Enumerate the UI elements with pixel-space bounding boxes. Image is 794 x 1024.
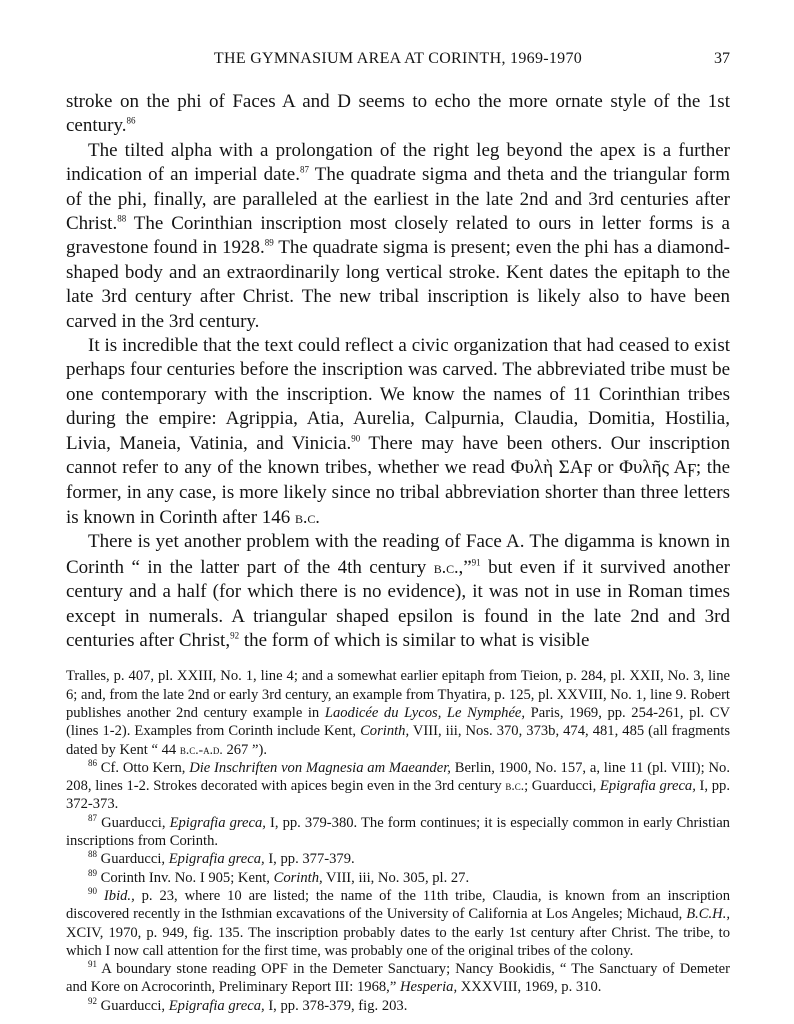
footnote-92: $^{92}$ Guarducci, Epigrafia greca, I, pp. 378-379, fig. 203. (88, 995, 408, 1014)
body-text (66, 90, 730, 653)
footnote-ref-88: 88 (117, 213, 127, 224)
footnote-86: $^{86}$ Cf. Otto Kern, Die Inschriften von Magnesia am Maeander, Berlin, 1900, No. 157, a, line 11 (pl. VIII); No. 208, lines 1-2. Strokes decorated with apices begin even in the 3rd century b.c.; Guarducci, Epigrafia greca, I, pp. 372-373. (66, 757, 730, 813)
page-number: 37 (714, 50, 730, 67)
footnote-ref-89: 89 (264, 238, 274, 249)
paragraph-1: stroke on the phi of Faces A and D seems to echo the more ornate style of the 1st century.$^{86}$ (66, 91, 730, 137)
running-title: THE GYMNASIUM AREA AT CORINTH, 1969-1970 (213, 50, 583, 67)
running-header (66, 50, 730, 76)
footnote-90: $^{90}$ Ibid., p. 23, where 10 are listed; the name of the 11th tribe, Claudia, is known from an inscription discovered recently in the Isthmian excavations of the University of California at Los Angeles; Michaud, B.C.H., XCIV, 1970, p. 949, fig. 135. The inscription probably dates to the early 1st century after Christ. The tribe, to which I now call attention for the first time, was probably one of the original tribes of the colony. (66, 886, 730, 959)
footnotes (66, 667, 730, 1015)
footnote-ref-90: 90 (351, 433, 361, 444)
footnote-ref-91: 91 (471, 557, 481, 568)
footnote-ref-86: 86 (126, 116, 136, 127)
paragraph-3: It is incredible that the text could reflect a civic organization that had ceased to exist perhaps four centuries before the inscription was carved. The abbreviated tribe must be one contemporary with the inscription. We know the names of 11 Corinthian tribes during the empire: Agrippia, Atia, Aurelia, Calpurnia, Claudia, Domitia, Hostilia, Livia, Maneia, Vatinia, and Vinicia.$^{90}$ There may have been others. Our inscription cannot refer to any of the known tribes, whether we read Φυλὴ ΣΑϝ or Φυλῆς Αϝ; the former, in any case, is more likely since no tribal abbreviation shorter than three letters is known in Corinth after 146 b.c. (66, 335, 730, 528)
footnote-87: $^{87}$ Guarducci, Epigrafia greca, I, pp. 379-380. The form continues; it is especially common in early Christian inscriptions from Corinth. (66, 812, 730, 850)
footnote-88: $^{88}$ Guarducci, Epigrafia greca, I, pp. 377-379. (88, 849, 355, 868)
page (66, 50, 730, 1015)
greek-reading-2: Φυλῆς Αϝ (619, 457, 696, 479)
footnote-91: $^{91}$ A boundary stone reading OPϜ in the Demeter Sanctuary; Nancy Bookidis, “ The Sanctuary of Demeter and Kore on Acrocorinth, Preliminary Report III: 1968,” Hesperia, XXXVIII, 1969, p. 310. (66, 959, 730, 996)
paragraph-2: The tilted alpha with a prolongation of the right leg beyond the apex is a further indication of an imperial date.$^{87}$ The quadrate sigma and theta and the triangular form of the phi, finally, are paralleled at the earliest in the late 2nd and 3rd centuries after Christ.$^{88}$ The Corinthian inscription most closely related to ours in letter forms is a gravestone found in 1928.89 The quadrate sigma is present; even the phi has a diamond-shaped body and an extraordinarily long vertical stroke. Kent dates the epitaph to the late 3rd century after Christ. The new tribal inscription is likely also to have been carved in the 3rd century. (66, 139, 731, 332)
footnote-ref-92: 92 (230, 630, 240, 641)
footnote-continued: Tralles, p. 407, pl. XXIII, No. 1, line 4; and a somewhat earlier epitaph from Tieion, p. 284, pl. XXII, No. 3, line 6; and, from the late 2nd or early 3rd century, an example from Thyatira, p. 125, pl. XXVIII, No. 1, line 9. Robert publishes another 2nd century example in Laodicée du Lycos, Le Nymphée, Paris, 1969, pp. 254-261, pl. CV (lines 1-2). Examples from Corinth include Kent, Corinth, VIII, iii, Nos. 370, 373b, 474, 481, 485 (all fragments dated by Kent “ 44 b.c.-a.d. 267 ”). (66, 668, 731, 758)
paragraph-4: There is yet another problem with the reading of Face A. The digamma is known in Corinth “ in the latter part of the 4th century b.c.,”$^{91}$ but even if it survived another century and a half (for which there is no evidence), it was not in use in Roman times except in numerals. A triangular shaped epsilon is found in the late 2nd and 3rd centuries after Christ,$^{92}$ the form of which is similar to what is visible (66, 531, 730, 651)
greek-reading-1: Φυλὴ ΣΑϝ (510, 457, 592, 479)
footnote-ref-87: 87 (300, 164, 309, 175)
footnote-89: $^{89}$ Corinth Inv. No. I 905; Kent, Corinth, VIII, iii, No. 305, pl. 27. (88, 867, 470, 886)
